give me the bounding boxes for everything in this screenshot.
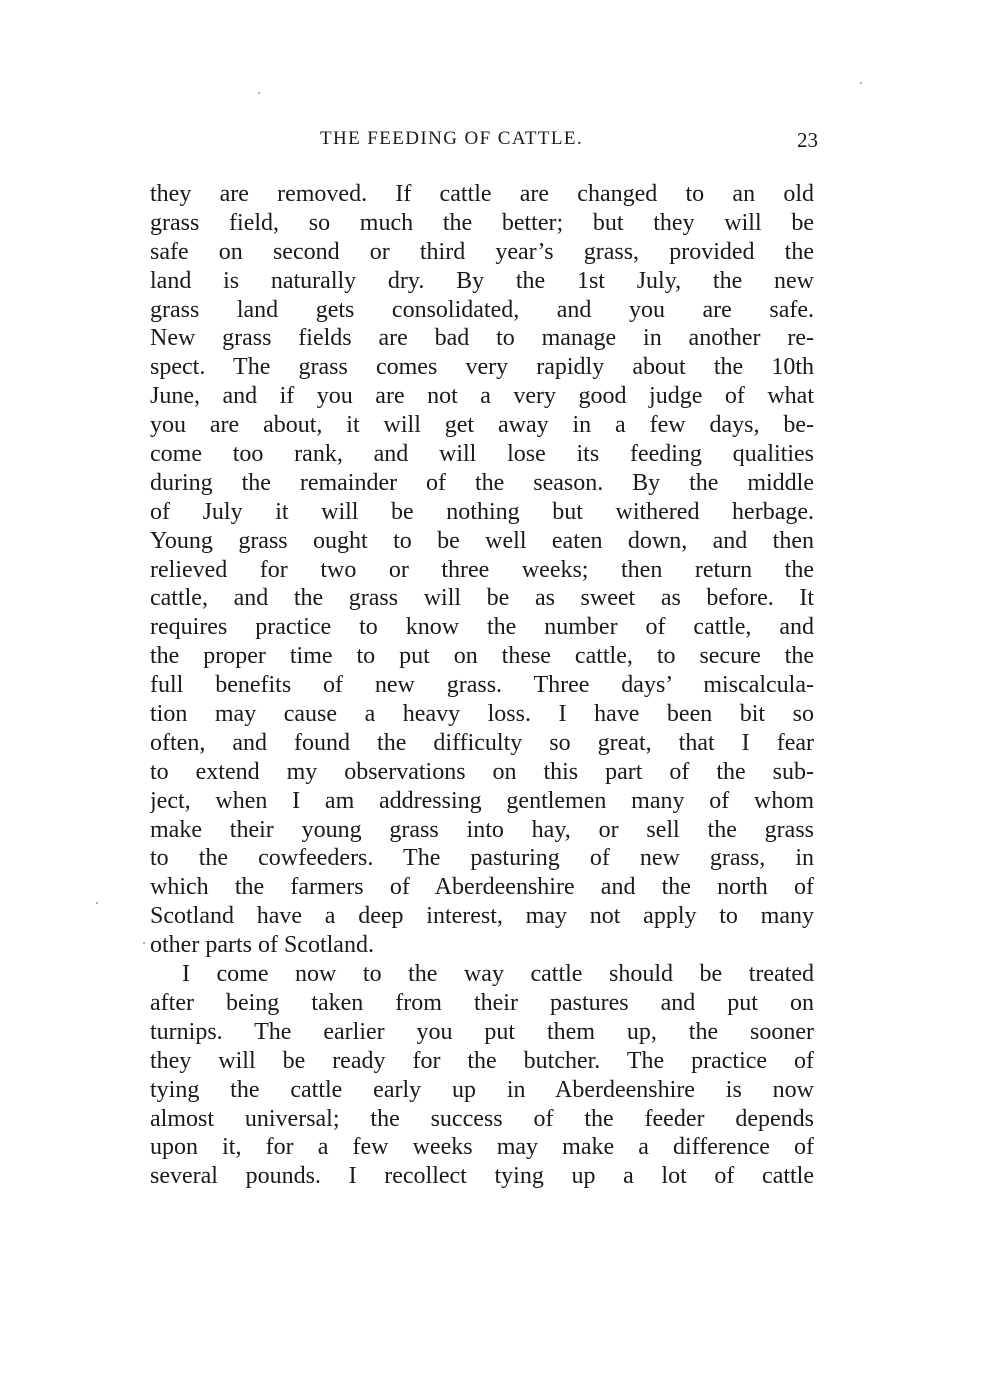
text-line: come too rank, and will lose its feeding qualities	[150, 441, 814, 468]
text-line: often, and found the difficulty so great, that I fear	[150, 729, 814, 756]
running-head	[150, 128, 818, 156]
paragraph-start-line: I come now to the way cattle should be treated	[182, 961, 814, 988]
text-line: to extend my observations on this part of the sub-	[150, 758, 814, 785]
text-line: New grass fields are bad to manage in another re-	[150, 325, 814, 352]
text-line: during the remainder of the season. By the middle	[150, 469, 814, 496]
scan-speck	[860, 82, 862, 84]
text-line: land is naturally dry. By the 1st July, the new	[150, 267, 814, 294]
text-line: to the cowfeeders. The pasturing of new grass, in	[150, 845, 814, 872]
text-line: June, and if you are not a very good judge of what	[150, 383, 814, 410]
text-line: safe on second or third year’s grass, provided the	[150, 238, 814, 265]
text-line: upon it, for a few weeks may make a difference of	[150, 1134, 814, 1161]
paragraph-end-line: other parts of Scotland.	[150, 932, 374, 959]
text-line: Scotland have a deep interest, may not apply to many	[150, 903, 814, 930]
scan-speck	[96, 902, 98, 904]
text-line: Young grass ought to be well eaten down, and then	[150, 527, 814, 554]
text-line: several pounds. I recollect tying up a lot of cattle	[150, 1163, 814, 1190]
body-text	[150, 180, 814, 1191]
page-number: 23	[797, 128, 818, 152]
text-line: ject, when I am addressing gentlemen many of whom	[150, 787, 814, 814]
text-line: tying the cattle early up in Aberdeenshire is now	[150, 1076, 814, 1103]
text-line: the proper time to put on these cattle, to secure the	[150, 643, 814, 670]
text-line: which the farmers of Aberdeenshire and the north of	[150, 874, 814, 901]
text-line: grass field, so much the better; but they will be	[150, 209, 814, 236]
text-line: tion may cause a heavy loss. I have been bit so	[150, 701, 814, 728]
text-line: after being taken from their pastures and put on	[150, 989, 814, 1016]
scan-speck	[258, 92, 260, 94]
text-line: relieved for two or three weeks; then return the	[150, 556, 814, 583]
text-line: make their young grass into hay, or sell the grass	[150, 816, 814, 843]
text-line: of July it will be nothing but withered herbage.	[150, 498, 814, 525]
text-line: full benefits of new grass. Three days’ miscalcula-	[150, 672, 814, 699]
text-line: grass land gets consolidated, and you are safe.	[150, 296, 814, 323]
text-line: you are about, it will get away in a few days, be-	[150, 412, 814, 439]
text-line: spect. The grass comes very rapidly about the 10th	[150, 354, 814, 381]
text-line: they are removed. If cattle are changed to an old	[150, 181, 814, 207]
text-line: almost universal; the success of the feeder depends	[150, 1105, 814, 1132]
text-line: cattle, and the grass will be as sweet as before. It	[150, 585, 814, 612]
running-head-title: THE FEEDING OF CATTLE.	[320, 128, 584, 149]
text-line: they will be ready for the butcher. The practice of	[150, 1047, 814, 1074]
text-line: turnips. The earlier you put them up, the sooner	[150, 1018, 814, 1045]
text-line: requires practice to know the number of cattle, and	[150, 614, 814, 641]
scan-speck	[143, 942, 145, 944]
